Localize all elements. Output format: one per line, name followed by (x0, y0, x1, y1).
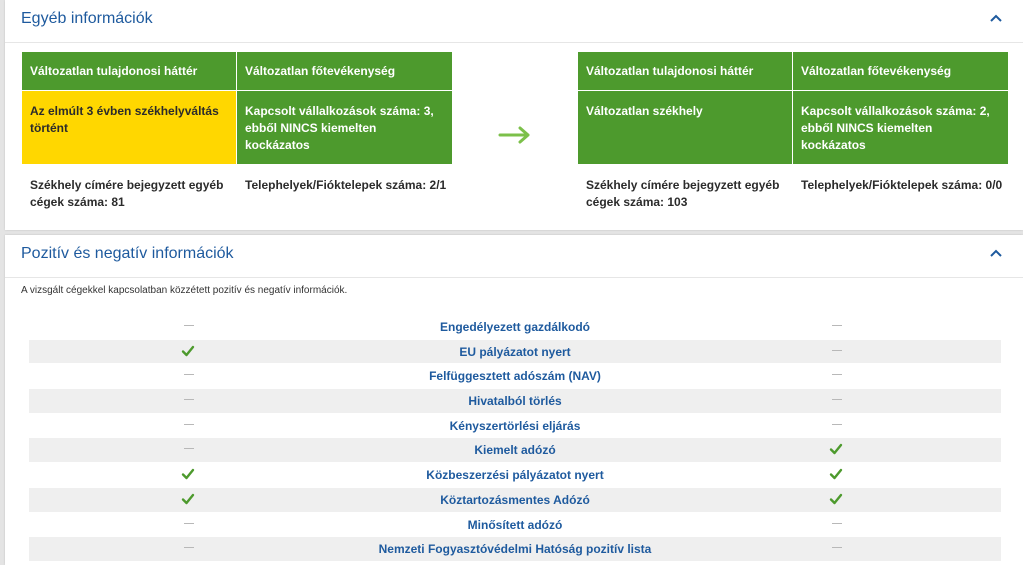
dash-icon (829, 368, 845, 382)
info-label: EU pályázatot nyert (459, 344, 571, 359)
dash-icon (829, 418, 845, 432)
info-label: Közbeszerzési pályázatot nyert (426, 468, 604, 483)
left-seat-status: Az elmúlt 3 évben székhelyváltás történt (22, 91, 236, 164)
info-label: Kiemelt adózó (474, 443, 556, 458)
chevron-up-icon[interactable] (987, 245, 1005, 263)
right-seat-companies: Székhely címére bejegyzett egyéb cégek száma: 103 (586, 178, 780, 209)
left-seat-companies: Székhely címére bejegyzett egyéb cégek száma: 81 (30, 178, 224, 209)
table-row (29, 463, 1001, 488)
dash-icon (829, 541, 845, 555)
other-info-card (5, 0, 1023, 230)
table-row (29, 488, 1001, 513)
left-affiliates-status: Kapcsolt vállalkozások száma: 3, ebből NINCS kiemelten kockázatos (237, 91, 452, 164)
dash-icon (829, 344, 845, 358)
table-row (29, 340, 1001, 365)
table-row (29, 513, 1001, 538)
pos-neg-table (29, 315, 1001, 562)
info-label: Kényszertörlési eljárás (449, 418, 581, 433)
info-label: Minősített adózó (467, 517, 563, 532)
right-owner-status: Változatlan tulajdonosi háttér (578, 52, 792, 90)
table-row (29, 537, 1001, 562)
left-activity-status: Változatlan főtevékenység (237, 52, 452, 90)
dash-icon (829, 319, 845, 333)
table-row (29, 438, 1001, 463)
pos-neg-title: Pozitív és negatív információk (21, 245, 234, 262)
other-info-title: Egyéb információk (21, 10, 153, 27)
table-row (29, 414, 1001, 439)
right-affiliates-status: Kapcsolt vállalkozások száma: 2, ebből NINCS kiemelten kockázatos (793, 91, 1008, 164)
arrow-right-icon (498, 125, 534, 145)
check-icon (829, 467, 845, 481)
right-seat-status: Változatlan székhely (578, 91, 792, 164)
left-owner-status: Változatlan tulajdonosi háttér (22, 52, 236, 90)
pos-neg-header[interactable] (5, 235, 1023, 278)
chevron-up-icon[interactable] (987, 10, 1005, 28)
check-icon (829, 442, 845, 456)
right-activity-status: Változatlan főtevékenység (793, 52, 1008, 90)
check-icon (829, 492, 845, 506)
other-info-header[interactable] (5, 0, 1023, 43)
info-label: Hivatalból törlés (468, 394, 562, 409)
table-row (29, 389, 1001, 414)
pos-neg-description: A vizsgált cégekkel kapcsolatban közzétett pozitív és negatív információk. (21, 285, 348, 296)
info-label: Engedélyezett gazdálkodó (439, 320, 591, 334)
dash-icon (829, 393, 845, 407)
dash-icon (829, 517, 845, 531)
right-branches: Telephelyek/Fióktelepek száma: 0/0 (801, 178, 1003, 192)
table-row (29, 315, 1001, 340)
table-row (29, 364, 1001, 389)
pos-neg-card (5, 235, 1023, 565)
info-label: Nemzeti Fogyasztóvédelmi Hatóság pozitív lista (378, 542, 652, 557)
left-branches: Telephelyek/Fióktelepek száma: 2/1 (245, 178, 447, 192)
info-label: Köztartozásmentes Adózó (440, 492, 590, 507)
info-label: Felfüggesztett adószám (NAV) (429, 369, 601, 384)
